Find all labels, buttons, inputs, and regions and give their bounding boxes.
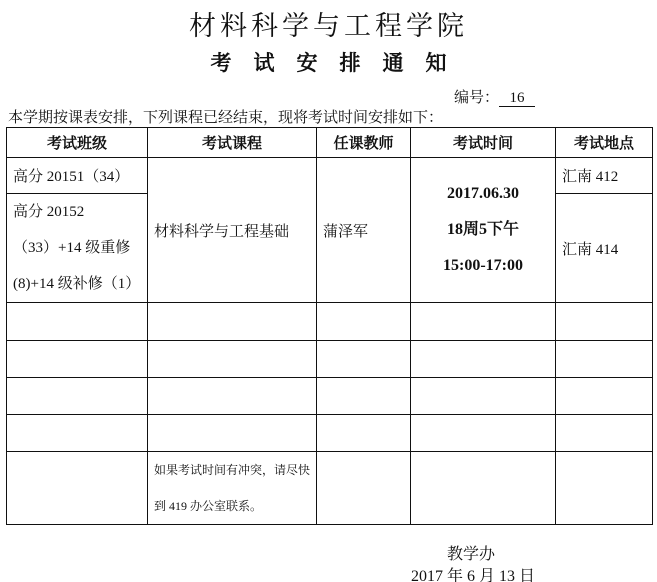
conflict-note: 如果考试时间有冲突，请尽快到 419 办公室联系。: [148, 452, 317, 525]
header-location: 考试地点: [556, 128, 653, 158]
time-range: 15:00-17:00: [443, 257, 523, 274]
time-cell: [411, 158, 556, 303]
course-cell: 材料科学与工程基础: [148, 158, 317, 303]
serial-value: 16: [499, 91, 535, 107]
note-row: [7, 452, 653, 525]
serial-number: [454, 86, 535, 107]
serial-label: 编号：: [454, 90, 500, 106]
empty-row: [7, 303, 653, 341]
header-time: 考试时间: [411, 128, 556, 158]
header-class: 考试班级: [7, 128, 148, 158]
header-teacher: 任课教师: [317, 128, 411, 158]
table-row: [7, 158, 653, 194]
teacher-cell: 蒲泽军: [317, 158, 411, 303]
location-cell: 汇南 414: [556, 194, 653, 303]
class-cell: 高分 20151（34）: [7, 158, 148, 194]
signature: 教学办: [447, 546, 496, 563]
header-course: 考试课程: [148, 128, 317, 158]
document-subtitle: 考试安排通知: [210, 51, 469, 75]
document-title: 材料科学与工程学院: [189, 11, 468, 41]
intro-text: 本学期按课表安排，下列课程已经结束，现将考试时间安排如下：: [8, 110, 444, 126]
exam-table: [6, 127, 653, 525]
location-cell: 汇南 412: [556, 158, 653, 194]
time-date: 2017.06.30: [447, 185, 519, 202]
table-header-row: [7, 128, 653, 158]
empty-row: [7, 415, 653, 452]
empty-row: [7, 378, 653, 415]
time-week: 18周5下午: [446, 221, 519, 238]
empty-row: [7, 341, 653, 378]
class-cell: 高分 20152（33）+14 级重修(8)+14 级补修（1）: [7, 194, 148, 303]
issue-date: 2017 年 6 月 13 日: [411, 568, 536, 582]
